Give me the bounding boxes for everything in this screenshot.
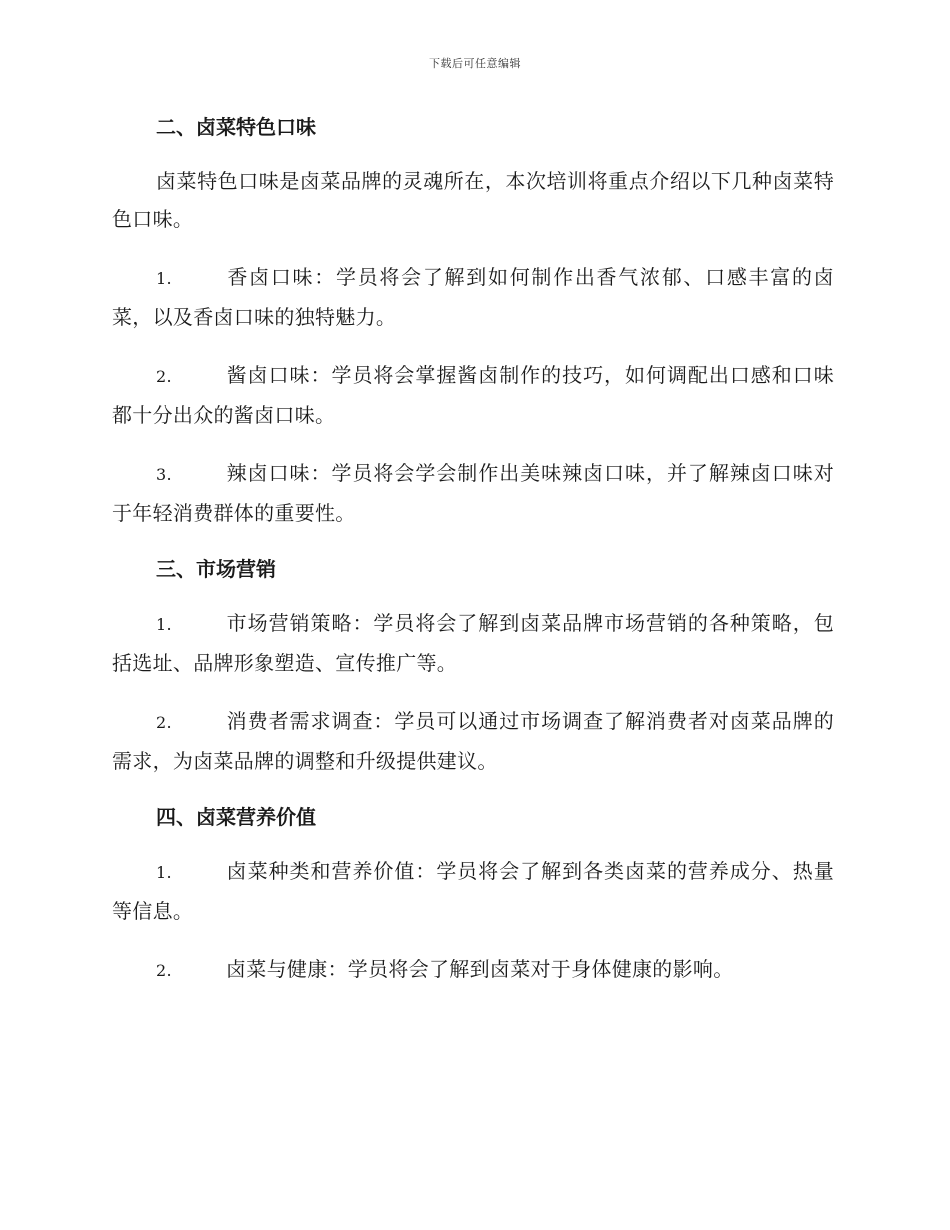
list-item-text: 消费者需求调查：学员可以通过市场调查了解消费者对卤菜品牌的需求，为卤菜品牌的调整和升级提供建议。	[112, 709, 834, 773]
list-item-number: 1.	[156, 863, 172, 882]
list-item	[112, 702, 834, 780]
section-heading-marketing: 三、市场营销	[156, 557, 276, 581]
section-heading-flavors: 二、卤菜特色口味	[156, 115, 316, 139]
section-intro-flavors: 卤菜特色口味是卤菜品牌的灵魂所在，本次培训将重点介绍以下几种卤菜特色口味。	[112, 169, 834, 231]
list-item-text: 市场营销策略：学员将会了解到卤菜品牌市场营销的各种策略，包括选址、品牌形象塑造、宣传推广等。	[112, 611, 834, 675]
list-item	[112, 258, 834, 336]
list-item-number: 1.	[156, 269, 172, 288]
list-item-number: 1.	[156, 615, 172, 634]
list-item	[112, 604, 834, 682]
list-item-text: 卤菜与健康：学员将会了解到卤菜对于身体健康的影响。	[226, 957, 734, 981]
list-item-number: 2.	[156, 961, 172, 980]
list-item	[112, 454, 834, 532]
list-item-text: 卤菜种类和营养价值：学员将会了解到各类卤菜的营养成分、热量等信息。	[112, 859, 834, 923]
list-item-text: 香卤口味：学员将会了解到如何制作出香气浓郁、口感丰富的卤菜，以及香卤口味的独特魅力。	[112, 265, 834, 329]
list-item	[112, 852, 834, 930]
list-item-number: 2.	[156, 367, 172, 386]
document-body	[112, 108, 834, 990]
list-item-number: 3.	[156, 465, 172, 484]
section-heading-nutrition: 四、卤菜营养价值	[156, 805, 316, 829]
list-item	[112, 950, 834, 990]
list-item-text: 辣卤口味：学员将会学会制作出美味辣卤口味，并了解辣卤口味对于年轻消费群体的重要性。	[112, 461, 834, 525]
list-item-text: 酱卤口味：学员将会掌握酱卤制作的技巧，如何调配出口感和口味都十分出众的酱卤口味。	[112, 363, 834, 427]
list-item-number: 2.	[156, 713, 172, 732]
header-note: 下载后可任意编辑	[429, 57, 521, 70]
list-item	[112, 356, 834, 434]
